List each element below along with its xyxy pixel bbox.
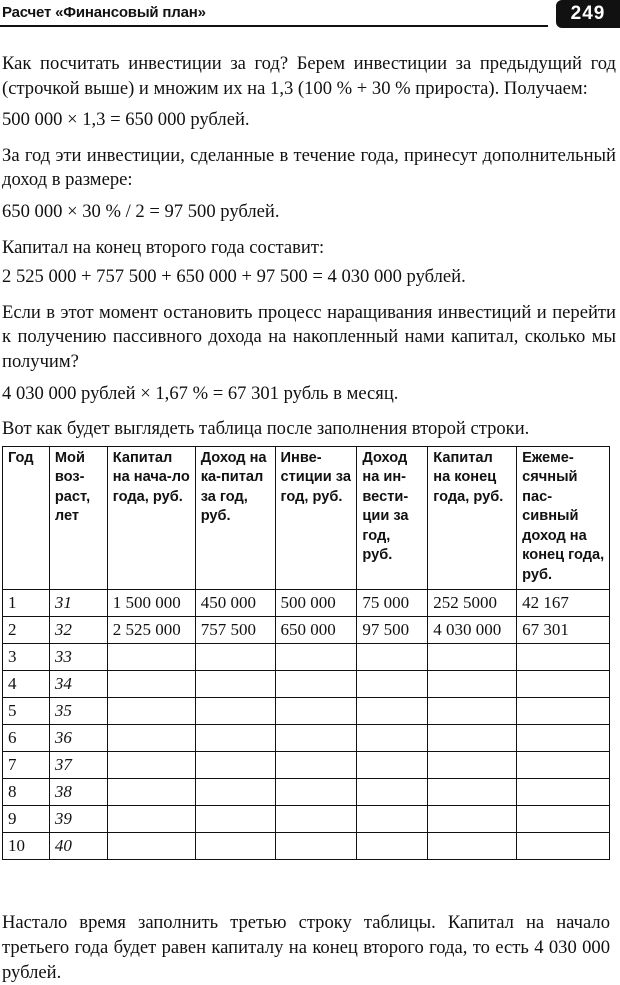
cell-capital-start — [107, 644, 195, 671]
cell-investments: 650 000 — [275, 617, 357, 644]
cell-monthly-passive-income: 67 301 — [517, 617, 610, 644]
cell-capital-income — [195, 833, 275, 860]
cell-capital-end — [428, 779, 517, 806]
cell-monthly-passive-income — [517, 833, 610, 860]
cell-year: 2 — [3, 617, 50, 644]
table-row — [3, 671, 610, 698]
table-row — [3, 779, 610, 806]
cell-monthly-passive-income — [517, 806, 610, 833]
table-row — [3, 617, 610, 644]
cell-monthly-passive-income — [517, 725, 610, 752]
formula-investments: 500 000 × 1,3 = 650 000 рублей. — [2, 109, 250, 131]
cell-capital-end: 252 5000 — [428, 590, 517, 617]
cell-age: 34 — [49, 671, 107, 698]
cell-monthly-passive-income — [517, 671, 610, 698]
cell-capital-income — [195, 644, 275, 671]
cell-monthly-passive-income — [517, 779, 610, 806]
paragraph-third-row: Настало время заполнить третью строку таблицы. Капитал на начало третьего года будет равен капиталу на конец второго года, то есть 4 030 000 рублей. — [2, 912, 610, 983]
cell-investments — [275, 725, 357, 752]
cell-investment-income — [357, 806, 428, 833]
cell-investment-income — [357, 833, 428, 860]
cell-age: 36 — [49, 725, 107, 752]
cell-capital-start — [107, 752, 195, 779]
page-body — [2, 52, 616, 860]
header-investment-income: Доход на ин-вести-ции за год, руб. — [357, 446, 428, 590]
table-row — [3, 752, 610, 779]
cell-capital-end — [428, 698, 517, 725]
header-rule — [0, 25, 548, 27]
cell-capital-end — [428, 644, 517, 671]
cell-age: 37 — [49, 752, 107, 779]
header-year: Год — [3, 446, 50, 590]
cell-year: 4 — [3, 671, 50, 698]
paragraph-capital-end: Капитал на конец второго года составит: — [2, 236, 325, 258]
cell-investment-income — [357, 752, 428, 779]
header-age: Мой воз-раст, лет — [49, 446, 107, 590]
cell-year: 5 — [3, 698, 50, 725]
cell-investment-income — [357, 725, 428, 752]
cell-investment-income — [357, 698, 428, 725]
table-row — [3, 806, 610, 833]
cell-capital-end — [428, 671, 517, 698]
cell-year: 9 — [3, 806, 50, 833]
paragraph-additional-income: За год эти инвестиции, сделанные в течение года, принесут дополнительный доход в размере: — [2, 144, 616, 191]
table-row — [3, 698, 610, 725]
cell-capital-income — [195, 671, 275, 698]
cell-capital-start — [107, 779, 195, 806]
cell-investments — [275, 671, 357, 698]
cell-investment-income — [357, 779, 428, 806]
cell-capital-income — [195, 698, 275, 725]
cell-year: 8 — [3, 779, 50, 806]
cell-investments — [275, 752, 357, 779]
table-row — [3, 833, 610, 860]
header-monthly-passive-income: Ежеме-сячный пас-сивный доход на конец года, руб. — [517, 446, 610, 590]
paragraph-passive-income-question: Если в этот момент остановить процесс наращивания инвестиций и перейти к получению пассивного дохода на накопленный нами капитал, сколько мы получим? — [2, 301, 616, 372]
formula-passive-income: 4 030 000 рублей × 1,67 % = 67 301 рубль в месяц. — [2, 382, 399, 404]
cell-monthly-passive-income — [517, 698, 610, 725]
cell-age: 35 — [49, 698, 107, 725]
cell-investment-income: 97 500 — [357, 617, 428, 644]
cell-year: 7 — [3, 752, 50, 779]
cell-investment-income — [357, 671, 428, 698]
cell-capital-start — [107, 698, 195, 725]
cell-year: 3 — [3, 644, 50, 671]
cell-monthly-passive-income: 42 167 — [517, 590, 610, 617]
cell-investments — [275, 806, 357, 833]
cell-capital-start — [107, 833, 195, 860]
header-investments: Инве-стиции за год, руб. — [275, 446, 357, 590]
cell-capital-income — [195, 752, 275, 779]
cell-capital-end — [428, 833, 517, 860]
header-capital-end: Капитал на конец года, руб. — [428, 446, 517, 590]
cell-capital-start — [107, 806, 195, 833]
cell-capital-income — [195, 725, 275, 752]
cell-capital-start — [107, 671, 195, 698]
cell-capital-income — [195, 779, 275, 806]
cell-capital-income — [195, 806, 275, 833]
cell-monthly-passive-income — [517, 644, 610, 671]
cell-capital-income: 450 000 — [195, 590, 275, 617]
cell-investments: 500 000 — [275, 590, 357, 617]
cell-age: 40 — [49, 833, 107, 860]
table-row — [3, 590, 610, 617]
cell-age: 33 — [49, 644, 107, 671]
cell-year: 6 — [3, 725, 50, 752]
financial-plan-table — [2, 446, 610, 861]
page-number: 249 — [556, 0, 620, 28]
cell-age: 32 — [49, 617, 107, 644]
cell-capital-end — [428, 752, 517, 779]
cell-capital-income: 757 500 — [195, 617, 275, 644]
paragraph-investments-question: Как посчитать инвестиции за год? Берем инвестиции за предыдущий год (строчкой выше) и множим их на 1,3 (100 % + 30 % прироста). Получаем: — [2, 53, 616, 99]
cell-investment-income: 75 000 — [357, 590, 428, 617]
cell-capital-end — [428, 725, 517, 752]
cell-capital-end: 4 030 000 — [428, 617, 517, 644]
cell-age: 38 — [49, 779, 107, 806]
cell-capital-start: 1 500 000 — [107, 590, 195, 617]
running-header — [0, 0, 620, 30]
header-capital-income: Доход на ка-питал за год, руб. — [195, 446, 275, 590]
cell-capital-start: 2 525 000 — [107, 617, 195, 644]
cell-year: 1 — [3, 590, 50, 617]
cell-age: 39 — [49, 806, 107, 833]
table-row — [3, 725, 610, 752]
formula-additional-income: 650 000 × 30 % / 2 = 97 500 рублей. — [2, 200, 280, 222]
cell-investments — [275, 644, 357, 671]
formula-capital-end: 2 525 000 + 757 500 + 650 000 + 97 500 = 4 030 000 рублей. — [2, 266, 466, 288]
cell-investments — [275, 833, 357, 860]
cell-investments — [275, 698, 357, 725]
cell-capital-start — [107, 725, 195, 752]
cell-investment-income — [357, 644, 428, 671]
cell-age: 31 — [49, 590, 107, 617]
table-row — [3, 644, 610, 671]
header-capital-start: Капитал на нача-ло года, руб. — [107, 446, 195, 590]
cell-investments — [275, 779, 357, 806]
table-header-row — [3, 446, 610, 590]
cell-year: 10 — [3, 833, 50, 860]
chapter-title: Расчет «Финансовый план» — [2, 4, 206, 21]
cell-monthly-passive-income — [517, 752, 610, 779]
table-caption: Вот как будет выглядеть таблица после заполнения второй строки. — [2, 418, 530, 440]
cell-capital-end — [428, 806, 517, 833]
